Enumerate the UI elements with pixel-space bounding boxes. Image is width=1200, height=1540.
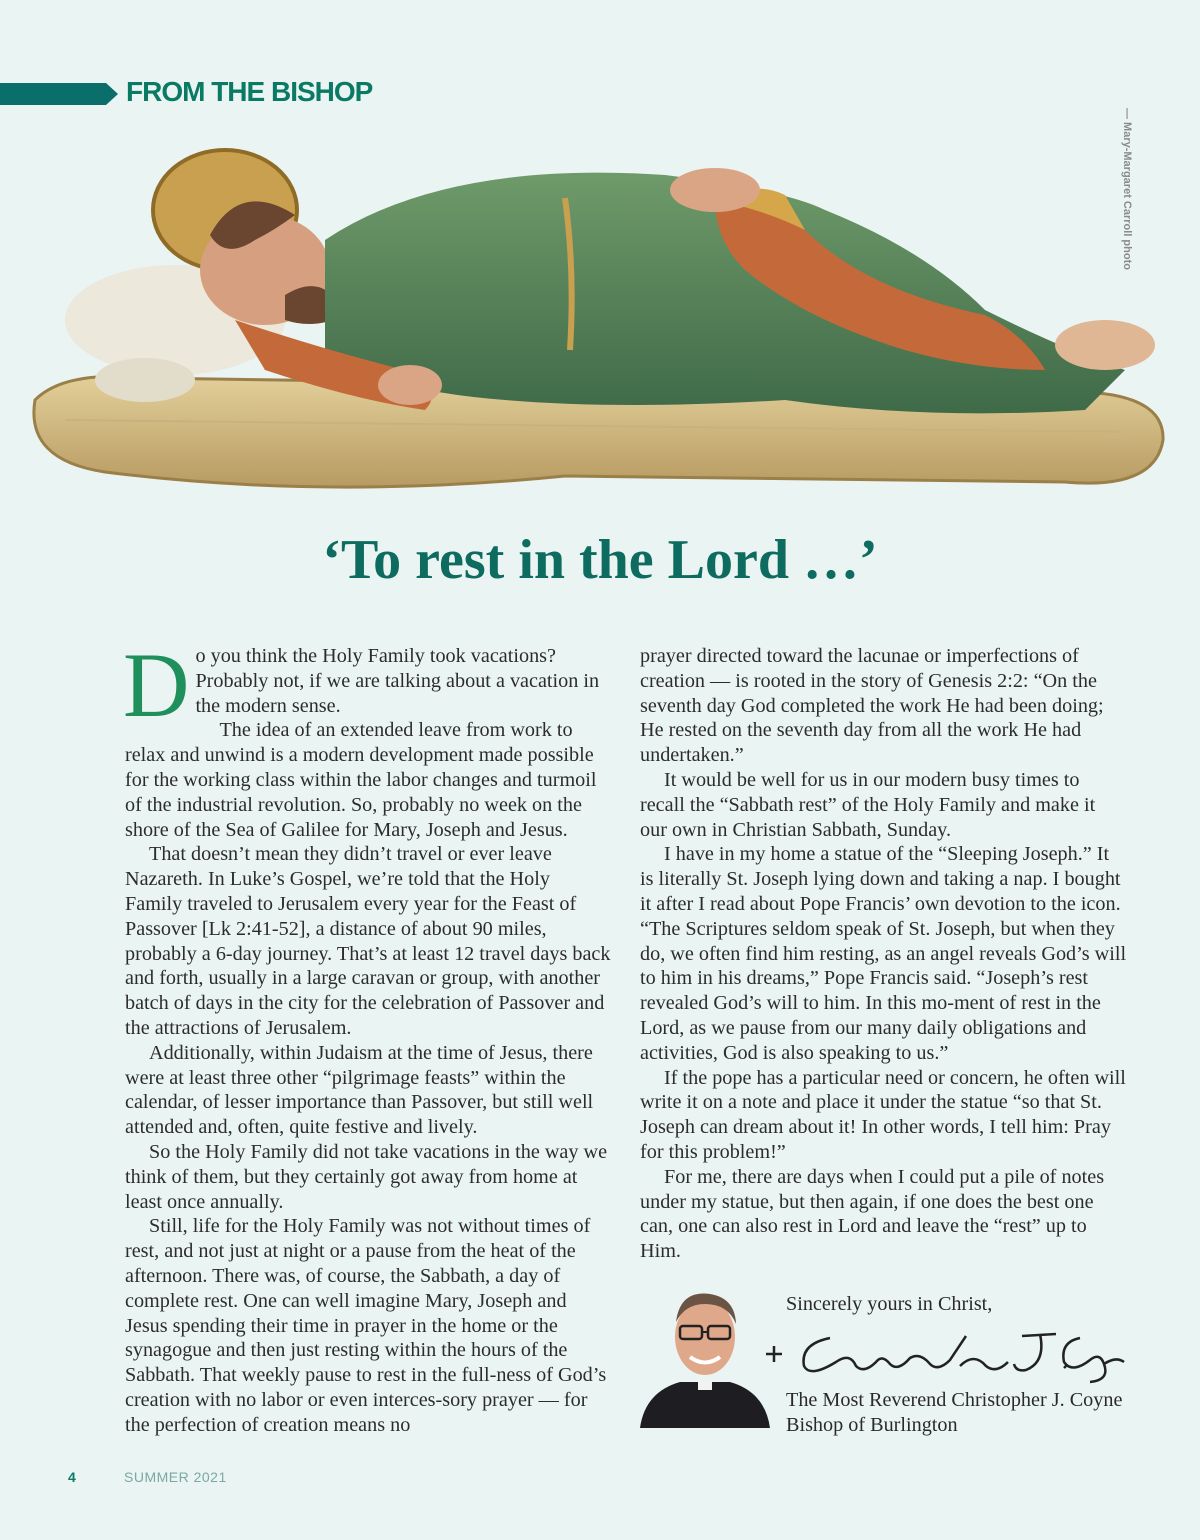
signer-block [786,1388,1122,1438]
article-column-left [123,634,612,1438]
paragraph: That doesn’t mean they didn’t travel or ever leave Nazareth. In Luke’s Gospel, we’re told that the Holy Family traveled to Jerusalem every year for the Feast of Passover [Lk 2:41-52], a distance of about 90 miles, probably a 6-day journey. That’s at least 12 travel days back and forth, usually in a large caravan or group, with another batch of days in the city for the celebration of Passover and the attractions of Jerusalem. [125,843,611,1039]
paragraph: So the Holy Family did not take vacations in the way we think of them, but they certainly got away from home at least once annually. [125,1140,608,1213]
article-column-right [640,644,1127,1264]
paragraph: I have in my home a statue of the “Sleeping Joseph.” It is literally St. Joseph lying down and taking a nap. I bought it after I read about Pope Francis’ own devotion to the icon. “The Scriptures seldom speak of St. Joseph, but when they do, we often find him resting, as an angel reveals God’s will to him in his dreams,” Pope Francis said. “Joseph’s rest revealed God’s will to him. In this mo-ment of rest in the Lord, as we pause from our many daily obligations and activities, God is also speaking to us.” [640,843,1127,1064]
closing-line: Sincerely yours in Christ, [786,1293,993,1315]
handwritten-signature [760,1322,1130,1384]
paragraph: Still, life for the Holy Family was not without times of rest, and not just at night or a pause from the heat of the afternoon. There was, of course, the Sabbath, a day of complete rest. One can well imagine Mary, Joseph and Jesus spending their time in prayer in the home or the synagogue and then just resting within the hours of the Sabbath. That weekly pause to rest in the full-ness of God’s creation with no labor or even interces-sory prayer — for the perfection of creation means no [125,1215,607,1436]
section-arrow-bar [0,83,118,105]
issue-label: SUMMER 2021 [124,1469,227,1485]
paragraph: It would be well for us in our modern busy times to recall the “Sabbath rest” of the Holy Family and make it our own in Christian Sabbath, Sunday. [640,768,1096,841]
signer-title: Bishop of Burlington [786,1413,958,1436]
sleeping-joseph-statue-image [25,120,1175,510]
bishop-portrait-photo [640,1282,770,1428]
paragraph: The idea of an extended leave from work to relax and unwind is a modern development made possible for the working class within the labor changes and turmoil of the industrial revolution. So, probably no week on the shore of the Sea of Galilee for Mary, Joseph and Jesus. [125,719,597,841]
paragraph: Do you think the Holy Family took vacations? Probably not, if we are talking about a vacation in the modern sense. [123,634,600,736]
section-title: FROM THE BISHOP [126,76,373,107]
signer-name: The Most Reverend Christopher J. Coyne [786,1389,1123,1411]
paragraph: For me, there are days when I could put a pile of notes under my statue, but then again, if one does the best one can, one can also rest in Lord and leave the “rest” up to Him. [640,1165,1105,1263]
photo-credit: — Mary-Margaret Carroll photo [1121,108,1133,270]
drop-cap: D [123,634,190,736]
page-number: 4 [68,1469,76,1485]
article-headline: ‘To rest in the Lord …’ [322,529,878,591]
paragraph: If the pope has a particular need or concern, he often will write it on a note and place it under the statue “so that St. Joseph can dream about it! In other words, I tell him: Pray for this problem!” [640,1066,1126,1163]
paragraph: prayer directed toward the lacunae or imperfections of creation — is rooted in the story of Genesis 2:2: “On the seventh day God completed the work He had been doing; He rested on the seventh day from all the work He had undertaken.” [640,645,1104,767]
paragraph: Additionally, within Judaism at the time of Jesus, there were at least three other “pilgrimage feasts” within the calendar, of lesser importance than Passover, but still well attended and, often, quite festive and lively. [125,1041,594,1139]
